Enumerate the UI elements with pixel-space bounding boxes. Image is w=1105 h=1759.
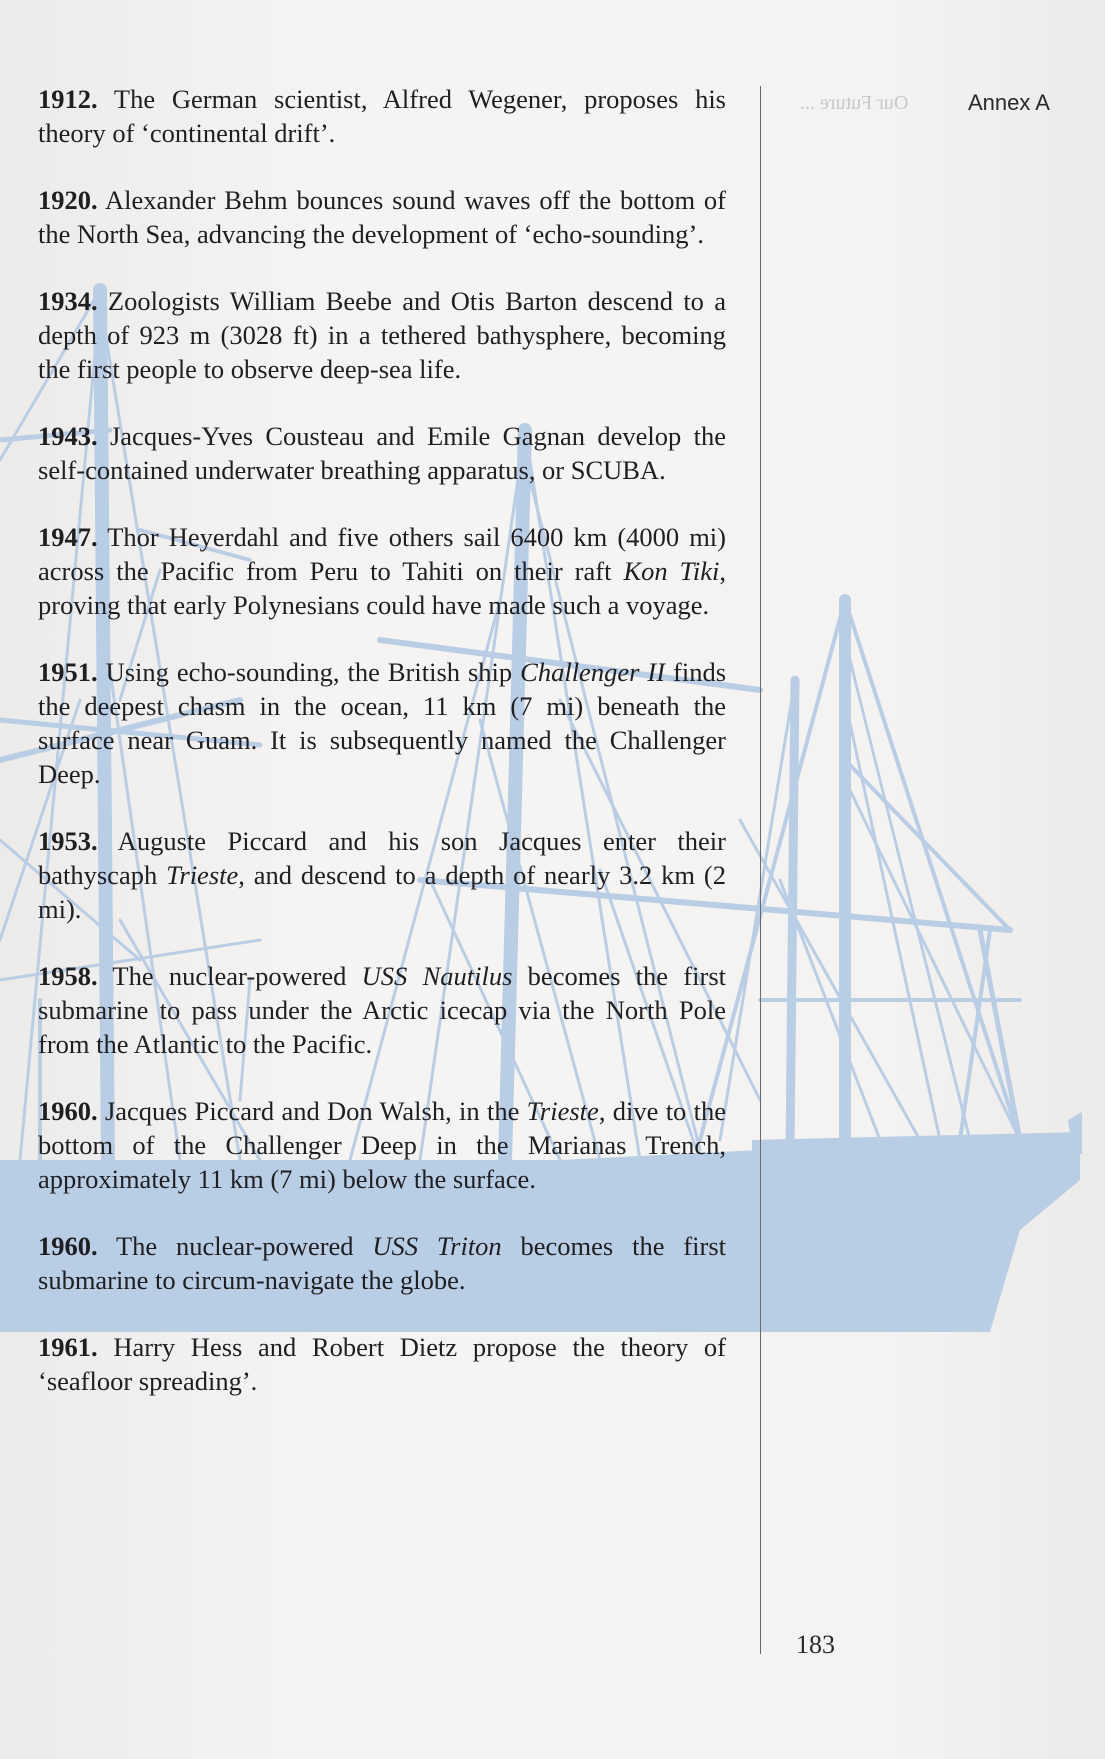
timeline-entry xyxy=(38,284,726,386)
timeline-entry xyxy=(38,520,726,622)
entry-text: Zoologists William Beebe and Otis Barton descend to a depth of 923 m (3028 ft) in a tethered bathysphere, becoming the first people to observe deep-sea life. xyxy=(38,286,726,384)
timeline-entry xyxy=(38,1330,726,1398)
timeline-entries xyxy=(38,82,726,1431)
timeline-entry xyxy=(38,959,726,1061)
entry-text: becomes the first submarine to circum-navigate the globe. xyxy=(38,1231,726,1295)
entry-text: The nuclear-powered xyxy=(97,1231,373,1261)
entry-italic-text: USS Nautilus xyxy=(361,961,513,991)
timeline-entry xyxy=(38,1094,726,1196)
timeline-entry xyxy=(38,419,726,487)
entry-text: Jacques Piccard and Don Walsh, in the xyxy=(97,1096,527,1126)
entry-year: 1960. xyxy=(38,1096,98,1126)
annex-label: Annex A xyxy=(968,90,1050,115)
timeline-entry xyxy=(38,824,726,926)
entry-text: becomes the first submarine to pass under the Arctic icecap via the North Pole from the Atlantic to the Pacific. xyxy=(38,961,726,1059)
entry-text: The nuclear-powered xyxy=(97,961,362,991)
entry-year: 1958. xyxy=(38,961,98,991)
entry-year: 1953. xyxy=(38,826,98,856)
entry-text: Harry Hess and Robert Dietz propose the theory of ‘seafloor spreading’. xyxy=(38,1332,726,1396)
entry-text: Auguste Piccard and his son Jacques enter their bathyscaph xyxy=(38,826,726,890)
entry-italic-text: Kon Tiki xyxy=(623,556,720,586)
entry-text: , dive to the bottom of the Challenger Deep in the Marianas Trench, approximately 11 km (7 mi) below the surface. xyxy=(38,1096,726,1194)
entry-italic-text: USS Triton xyxy=(372,1231,502,1261)
entry-year: 1951. xyxy=(38,657,98,687)
bleed-through-text: Our Future ... xyxy=(800,92,909,114)
entry-year: 1934. xyxy=(38,286,98,316)
entry-italic-text: Trieste xyxy=(166,860,239,890)
entry-text: Jacques-Yves Cousteau and Emile Gagnan develop the self-contained underwater breathing apparatus, or SCUBA. xyxy=(38,421,726,485)
page-number: 183 xyxy=(796,1630,835,1659)
entry-text: , and descend to a depth of nearly 3.2 km (2 mi). xyxy=(38,860,726,924)
entry-text: finds the deepest chasm in the ocean, 11 km (7 mi) beneath the surface near Guam. It is subsequently named the Challenger Deep. xyxy=(38,657,727,789)
entry-italic-text: Trieste xyxy=(526,1096,599,1126)
timeline-entry xyxy=(38,655,726,791)
entry-year: 1943. xyxy=(38,421,98,451)
entry-year: 1947. xyxy=(38,522,98,552)
entry-year: 1960. xyxy=(38,1231,98,1261)
timeline-entry xyxy=(38,183,726,251)
entry-text: Thor Heyerdahl and five others sail 6400 km (4000 mi) across the Pacific from Peru to Tahiti on their raft xyxy=(38,522,726,586)
entry-year: 1961. xyxy=(38,1332,98,1362)
entry-year: 1912. xyxy=(38,84,98,114)
column-divider xyxy=(760,86,761,1654)
timeline-entry xyxy=(38,82,726,150)
entry-year: 1920. xyxy=(38,185,98,215)
entry-italic-text: Challenger II xyxy=(520,657,666,687)
entry-text: Using echo-sounding, the British ship xyxy=(97,657,521,687)
entry-text: , proving that early Polynesians could have made such a voyage. xyxy=(38,556,726,620)
entry-text: Alexander Behm bounces sound waves off the bottom of the North Sea, advancing the development of ‘echo-sounding’. xyxy=(38,185,726,249)
timeline-entry xyxy=(38,1229,726,1297)
entry-text: The German scientist, Alfred Wegener, proposes his theory of ‘continental drift’. xyxy=(38,84,726,148)
